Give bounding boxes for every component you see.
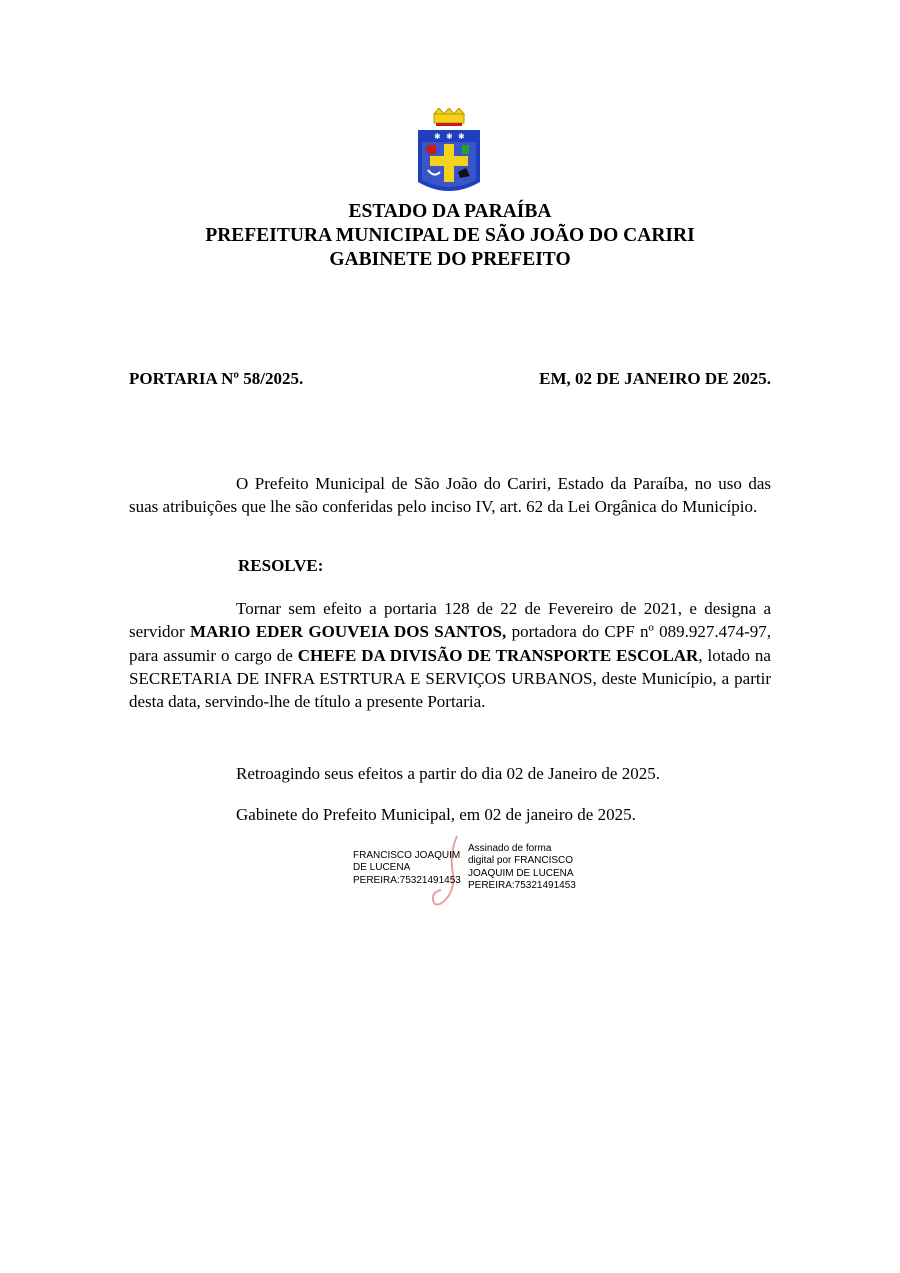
decision-text-a: Tornar sem efeito a portaria 128 de 22 de Fevereiro de 2021, e designa a servidor <box>129 599 771 642</box>
appointed-role: CHEFE DA DIVISÃO DE TRANSPORTE ESCOLAR <box>297 645 699 665</box>
state-heading: ESTADO DA PARAÍBA <box>348 201 552 222</box>
retroactive-clause: Retroagindo seus efeitos a partir do dia 02 de Janeiro de 2025. <box>236 764 660 783</box>
svg-text:✱: ✱ <box>458 132 465 141</box>
signer-name: FRANCISCO JOAQUIM DE LUCENA PEREIRA:75321491453 <box>353 850 461 886</box>
decision-paragraph <box>129 597 771 713</box>
municipality-heading: PREFEITURA MUNICIPAL DE SÃO JOÃO DO CARIRI <box>205 225 695 246</box>
intro-paragraph: O Prefeito Municipal de São João do Cariri, Estado da Paraíba, no uso das suas atribuições que lhe são conferidas pelo inciso IV, art. 62 da Lei Orgânica do Município. <box>129 474 771 517</box>
resolve-heading: RESOLVE: <box>238 556 324 575</box>
svg-text:✱: ✱ <box>434 132 441 141</box>
office-heading: GABINETE DO PREFEITO <box>329 249 571 270</box>
appointee-name: MARIO EDER GOUVEIA DOS SANTOS, <box>190 622 507 642</box>
portaria-date: EM, 02 DE JANEIRO DE 2025. <box>539 369 771 388</box>
municipal-coat-of-arms <box>414 108 484 196</box>
digital-signature-block <box>353 840 593 910</box>
signature-statement: Assinado de forma digital por FRANCISCO JOAQUIM DE LUCENA PEREIRA:75321491453 <box>468 843 576 892</box>
closing-line: Gabinete do Prefeito Municipal, em 02 de janeiro de 2025. <box>236 805 636 824</box>
svg-text:✱: ✱ <box>446 132 453 141</box>
portaria-meta <box>129 369 771 389</box>
decision-text-c: , lotado na SECRETARIA DE INFRA ESTRTURA E SERVIÇOS URBANOS, deste Município, a partir desta data, servindo-lhe de título a presente Portaria. <box>129 645 771 712</box>
decision-text-b: portadora do CPF nº 089.927.474-97, para assumir o cargo de <box>129 622 771 665</box>
portaria-number: PORTARIA Nº 58/2025. <box>129 369 304 388</box>
